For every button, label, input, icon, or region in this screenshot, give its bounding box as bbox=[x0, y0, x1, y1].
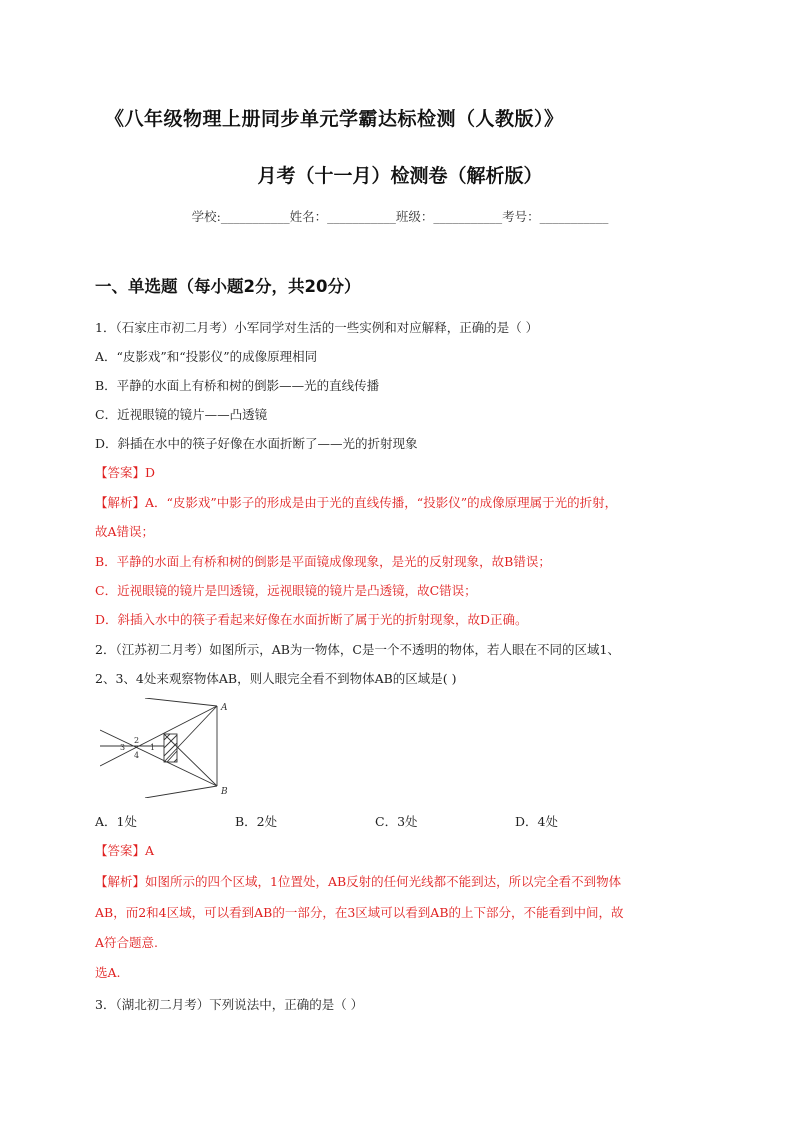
q1-option-d: D．斜插在水中的筷子好像在水面折断了——光的折射现象 bbox=[95, 436, 418, 451]
q2-option-b: B．2处 bbox=[235, 814, 278, 829]
region-label-2: 2 bbox=[134, 736, 140, 745]
student-info-line: 学校:___________姓名：___________班级：___________考号：___________ bbox=[191, 209, 609, 224]
ray-line bbox=[164, 734, 217, 786]
q2-stem-continued: 2、3、4处来观察物体AB，则人眼完全看不到物体AB的区域是( ) bbox=[95, 671, 457, 686]
label-b: B bbox=[221, 787, 228, 797]
q1-analysis-line: D．斜插入水中的筷子看起来好像在水面折断了属于光的折射现象，故D正确。 bbox=[95, 612, 528, 627]
q1-analysis-line: C．近视眼镜的镜片是凹透镜，远视眼镜的镜片是凸透镜，故C错误； bbox=[95, 583, 477, 598]
q2-option-c: C．3处 bbox=[375, 814, 418, 829]
ray-line bbox=[100, 730, 217, 786]
q2-analysis-line: 【解析】如图所示的四个区域，1位置处，AB反射的任何光线都不能到达，所以完全看不到物体 bbox=[95, 874, 622, 889]
q1-answer: 【答案】D bbox=[95, 465, 156, 480]
region-label-3: 3 bbox=[120, 743, 126, 752]
q1-option-a: A．“皮影戏”和“投影仪”的成像原理相同 bbox=[95, 349, 318, 364]
q1-option-c: C．近视眼镜的镜片——凸透镜 bbox=[95, 407, 268, 422]
q1-option-b: B．平静的水面上有桥和树的倒影——光的直线传播 bbox=[95, 378, 380, 393]
ray-line bbox=[145, 786, 217, 798]
q1-analysis-line: B．平静的水面上有桥和树的倒影是平面镜成像现象，是光的反射现象，故B错误； bbox=[95, 554, 551, 569]
q1-stem: 1．（石家庄市初二月考）小军同学对生活的一些实例和对应解释，正确的是（ ） bbox=[95, 320, 539, 335]
optics-diagram bbox=[100, 698, 230, 798]
section-heading: 一、单选题（每小题2分，共20分） bbox=[95, 277, 361, 296]
q2-analysis-line: AB，而2和4区域，可以看到AB的一部分，在3区域可以看到AB的上下部分，不能看到中间，故 bbox=[95, 905, 624, 920]
document-series-title: 《八年级物理上册同步单元学霸达标检测（人教版）》 bbox=[105, 108, 564, 130]
q3-stem: 3．（湖北初二月考）下列说法中，正确的是（ ） bbox=[95, 997, 364, 1012]
document-title: 月考（十一月）检测卷（解析版） bbox=[257, 165, 543, 187]
q2-answer: 【答案】A bbox=[95, 843, 155, 858]
ray-line bbox=[100, 706, 217, 766]
q1-analysis-line: 【解析】A．“皮影戏”中影子的形成是由于光的直线传播，“投影仪”的成像原理属于光的折射， bbox=[95, 495, 618, 510]
q2-stem: 2．（江苏初二月考）如图所示，AB为一物体，C是一个不透明的物体，若人眼在不同的区域1、 bbox=[95, 642, 620, 657]
q2-analysis-line: 选A. bbox=[95, 965, 121, 980]
q2-analysis-line: A符合题意. bbox=[95, 935, 159, 950]
q2-option-a: A．1处 bbox=[95, 814, 137, 829]
label-a: A bbox=[221, 703, 228, 713]
q2-option-d: D．4处 bbox=[515, 814, 558, 829]
ray-line bbox=[145, 698, 217, 706]
region-label-4: 4 bbox=[134, 751, 140, 760]
q1-analysis-line: 故A错误； bbox=[95, 524, 155, 539]
region-label-1: 1 bbox=[150, 743, 156, 752]
